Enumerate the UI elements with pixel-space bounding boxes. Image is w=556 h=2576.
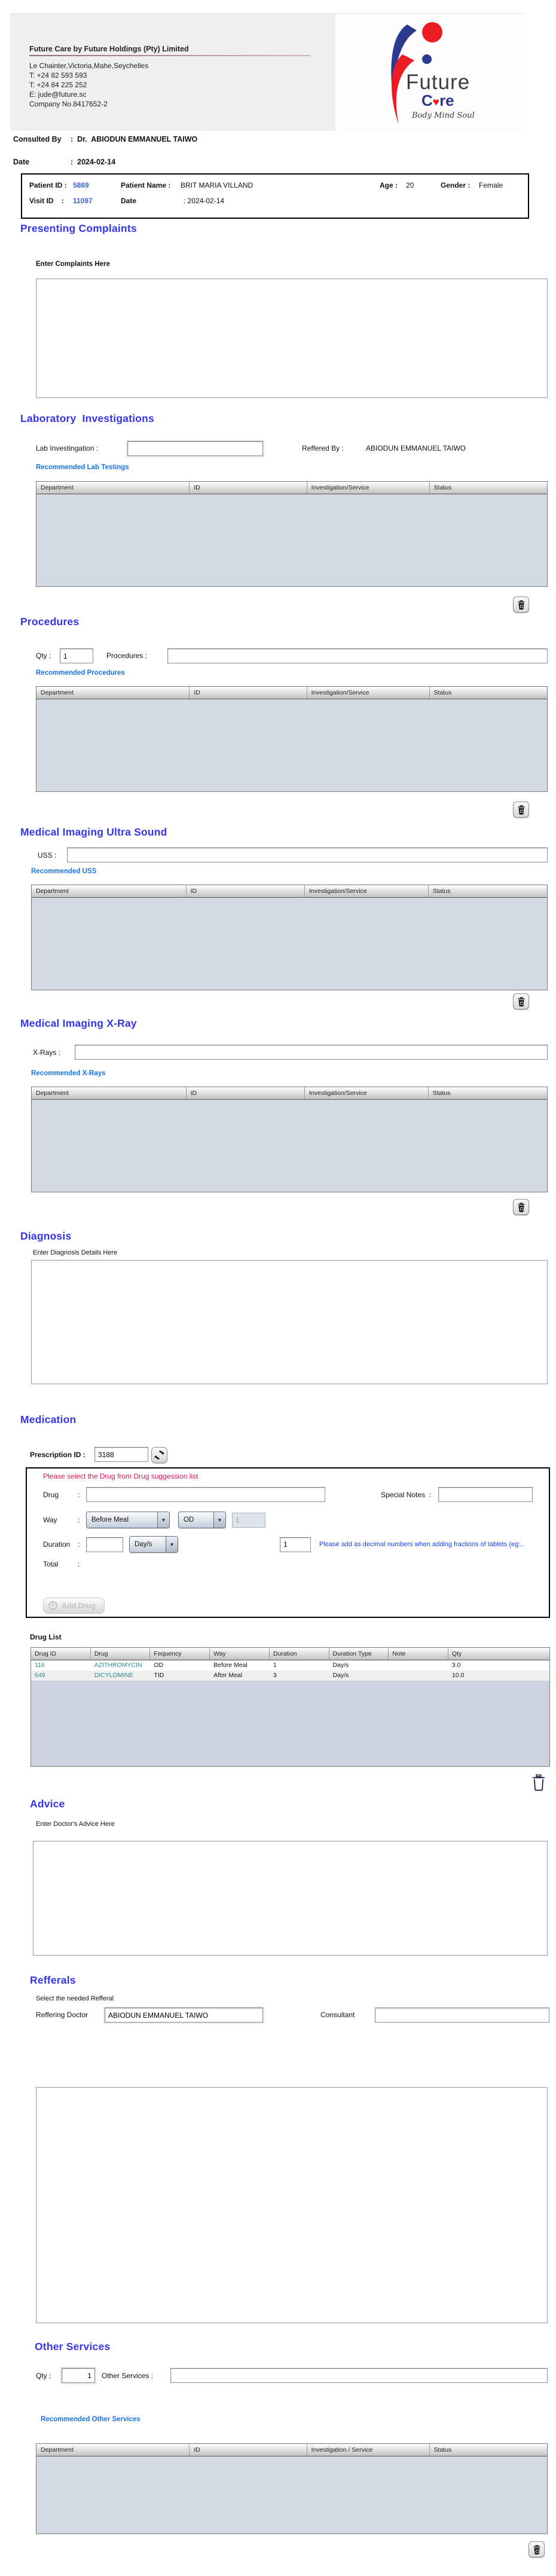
drug-name-cell: AZITHROMYCIN bbox=[94, 1662, 142, 1669]
way-row: Way : Before Meal ▼ OD ▼ 1 bbox=[43, 1512, 265, 1528]
lab-investigation-input[interactable] bbox=[127, 441, 263, 456]
frequency-select[interactable] bbox=[178, 1512, 226, 1528]
consulted-by-row bbox=[13, 135, 197, 143]
xray-input[interactable] bbox=[75, 1045, 548, 1060]
drug-note-cell bbox=[389, 1660, 448, 1671]
procedures-field-label: Procedures : bbox=[106, 651, 148, 660]
date-colon: : bbox=[71, 158, 74, 166]
column-header: ID bbox=[187, 885, 305, 897]
xray-table-header bbox=[32, 1087, 547, 1100]
other-qty-input[interactable] bbox=[62, 2368, 95, 2383]
column-header: Status bbox=[433, 2446, 452, 2453]
reffering-doctor-input[interactable] bbox=[105, 2008, 263, 2023]
drug-id-cell: 649 bbox=[35, 1672, 45, 1679]
drug-qty-cell: 10.0 bbox=[451, 1672, 465, 1679]
diagnosis-heading: Diagnosis bbox=[20, 1230, 72, 1242]
lab-field-label: Lab Investingation : bbox=[36, 444, 99, 452]
company-phone1: T: +24 82 593 593 bbox=[29, 71, 87, 79]
uss-input[interactable] bbox=[67, 848, 548, 862]
duration-row: Duration : Day/s ▼ 1 Please add as decimal numbers when adding fractions of tablets (eg:.. bbox=[43, 1536, 546, 1553]
procedures-input[interactable] bbox=[167, 648, 548, 663]
patient-id-value: 5869 bbox=[73, 181, 89, 189]
drug-input[interactable] bbox=[86, 1487, 325, 1502]
column-header: ID bbox=[187, 1087, 305, 1099]
add-drug-button[interactable] bbox=[43, 1598, 105, 1614]
drug-suggestion-note: Please select the Drug from Drug suggession list bbox=[43, 1472, 198, 1480]
xray-delete-button[interactable] bbox=[513, 1199, 529, 1215]
drug-list-header bbox=[31, 1648, 549, 1660]
column-header: Investigation/Service bbox=[305, 1087, 429, 1099]
drug-way-cell: After Meal bbox=[213, 1672, 242, 1679]
xray-heading: Medical Imaging X-Ray bbox=[20, 1017, 137, 1029]
drug-row: Drug : Special Notes : bbox=[43, 1487, 533, 1502]
column-header: Department bbox=[32, 885, 187, 897]
visit-date-label: Date bbox=[121, 197, 137, 205]
consulted-by-label: Consulted By bbox=[13, 135, 62, 143]
xray-table[interactable] bbox=[31, 1087, 548, 1192]
medication-heading: Medication bbox=[20, 1414, 77, 1425]
special-notes-label: Special Notes : bbox=[381, 1490, 432, 1499]
lab-recommended-link[interactable]: Recommended Lab Testings bbox=[36, 464, 129, 471]
column-header: ID bbox=[190, 482, 307, 494]
dose-input bbox=[232, 1513, 265, 1528]
patient-info-box bbox=[21, 173, 529, 219]
svg-text:Future: Future bbox=[406, 71, 471, 94]
uss-heading: Medical Imaging Ultra Sound bbox=[20, 826, 167, 838]
date-value: 2024-02-14 bbox=[77, 158, 116, 166]
advice-heading: Advice bbox=[30, 1798, 65, 1810]
visit-date-value: : 2024-02-14 bbox=[184, 197, 225, 205]
date-row bbox=[13, 158, 115, 166]
refferals-heading: Refferals bbox=[30, 1974, 76, 1986]
refferals-hint: Select the needed Refferal bbox=[36, 1995, 114, 2002]
trash-icon bbox=[516, 996, 527, 1007]
drug-list-table[interactable] bbox=[30, 1647, 550, 1767]
consulted-by-colon: : bbox=[71, 135, 74, 143]
consultant-input[interactable] bbox=[375, 2008, 549, 2023]
column-header: Fequency bbox=[150, 1648, 210, 1660]
drug-way-cell: Before Meal bbox=[213, 1662, 248, 1669]
drug-duration-cell: 3 bbox=[273, 1672, 277, 1679]
lab-table-header bbox=[36, 482, 547, 494]
column-header: Duration bbox=[270, 1648, 329, 1660]
reffering-doctor-label: Reffering Doctor bbox=[36, 2011, 88, 2019]
column-header: Drug ID bbox=[31, 1648, 91, 1660]
company-header-card bbox=[11, 13, 525, 130]
date-label: Date bbox=[13, 158, 30, 166]
other-table-header bbox=[36, 2444, 547, 2456]
total-row: Total : bbox=[43, 1560, 80, 1568]
duration-type-value: Day/s bbox=[135, 1541, 152, 1548]
way-selected-value: Before Meal bbox=[91, 1516, 129, 1523]
advice-textarea[interactable] bbox=[33, 1841, 548, 1956]
uss-recommended-link[interactable]: Recommended USS bbox=[31, 868, 97, 875]
drug-entry-panel bbox=[26, 1467, 550, 1618]
column-header: Qty bbox=[451, 1650, 462, 1657]
patient-name-label: Patient Name : bbox=[121, 181, 171, 189]
duration-type-select[interactable] bbox=[129, 1536, 178, 1553]
uss-table[interactable] bbox=[31, 885, 548, 990]
lab-referred-value: ABIODUN EMMANUEL TAIWO bbox=[366, 444, 466, 452]
rx-id-label: Prescription ID : bbox=[30, 1451, 85, 1459]
procedures-recommended-link[interactable]: Recommended Procedures bbox=[36, 669, 125, 677]
age-value: 20 bbox=[406, 181, 414, 189]
svg-text:C♥re: C♥re bbox=[421, 91, 454, 109]
drug-list-delete-button[interactable] bbox=[530, 1773, 548, 1792]
procedures-heading: Procedures bbox=[20, 616, 80, 628]
patient-row-2 bbox=[29, 197, 521, 205]
drug-row[interactable] bbox=[31, 1660, 549, 1671]
other-field-label: Other Services : bbox=[102, 2372, 154, 2380]
other-services-table[interactable] bbox=[36, 2443, 548, 2534]
uss-table-header bbox=[32, 885, 547, 898]
drug-duration-type-cell: Day/s bbox=[332, 1662, 349, 1669]
column-header: Department bbox=[36, 482, 190, 494]
other-services-heading: Other Services bbox=[35, 2341, 111, 2352]
procedures-qty-input[interactable] bbox=[60, 648, 93, 663]
procedures-table[interactable] bbox=[36, 686, 548, 792]
logo-panel bbox=[335, 14, 526, 131]
visit-id-label: Visit ID : bbox=[29, 197, 64, 205]
lab-table[interactable] bbox=[36, 481, 548, 587]
way-label: Way bbox=[43, 1516, 57, 1524]
rx-id-input[interactable] bbox=[94, 1447, 148, 1462]
rx-refresh-button[interactable] bbox=[151, 1447, 167, 1463]
xray-field-label: X-Rays : bbox=[33, 1048, 61, 1057]
gender-label: Gender : bbox=[441, 181, 471, 189]
advice-hint: Enter Doctor's Advice Here bbox=[36, 1821, 115, 1828]
other-delete-button[interactable] bbox=[528, 2541, 545, 2557]
drug-frequency-cell: OD bbox=[154, 1662, 164, 1669]
drug-qty-cell: 3.0 bbox=[451, 1662, 461, 1669]
column-header: Drug bbox=[91, 1648, 151, 1660]
duration-input[interactable] bbox=[86, 1537, 123, 1552]
uss-delete-button[interactable] bbox=[513, 993, 529, 1009]
column-header: Status bbox=[433, 689, 452, 696]
other-recommended-link[interactable]: Recommended Other Services bbox=[41, 2416, 140, 2423]
company-info bbox=[29, 45, 310, 109]
xray-recommended-link[interactable]: Recommended X-Rays bbox=[31, 1070, 106, 1077]
column-header: Department bbox=[36, 2444, 190, 2456]
chevron-down-icon: ▼ bbox=[166, 1537, 178, 1552]
drug-duration-cell: 1 bbox=[273, 1662, 277, 1669]
trash-outline-icon bbox=[531, 1774, 546, 1791]
diagnosis-hint: Enter Diagnosis Details Here bbox=[33, 1249, 118, 1256]
drug-row[interactable] bbox=[31, 1671, 549, 1681]
visit-id-value: 11097 bbox=[73, 197, 93, 205]
lab-heading: Laboratory Investigations bbox=[20, 412, 154, 424]
trash-icon bbox=[516, 1202, 527, 1213]
svg-text:Body Mind Soul: Body Mind Soul bbox=[412, 111, 475, 120]
refresh-icon bbox=[154, 1449, 165, 1461]
drug-label: Drug bbox=[43, 1490, 59, 1499]
column-header: Duration Type bbox=[329, 1648, 389, 1660]
way-select[interactable] bbox=[86, 1512, 170, 1528]
company-registration: Company No.8417652-2 bbox=[29, 100, 108, 108]
column-header: Status bbox=[432, 1090, 451, 1097]
patient-name-value: BRIT MARIA VILLAND bbox=[181, 181, 253, 189]
trash-icon bbox=[516, 804, 527, 815]
lab-referred-label: Reffered By : bbox=[302, 444, 344, 452]
consulted-by-value: Dr. ABIODUN EMMANUEL TAIWO bbox=[77, 135, 198, 143]
company-name: Future Care by Future Holdings (Pty) Limited bbox=[29, 45, 189, 53]
refferal-listbox[interactable] bbox=[36, 2087, 548, 2323]
column-header: ID bbox=[190, 2444, 307, 2456]
drug-duration-type-cell: Day/s bbox=[332, 1672, 349, 1679]
column-header: ID bbox=[190, 687, 307, 699]
special-notes-input[interactable] bbox=[438, 1487, 533, 1502]
diagnosis-textarea[interactable] bbox=[31, 1260, 548, 1384]
add-drug-label: Add Drug bbox=[62, 1601, 96, 1610]
column-header: Investigation/Service bbox=[307, 687, 430, 699]
procedures-delete-button[interactable] bbox=[513, 801, 529, 818]
duration-label: Duration bbox=[43, 1540, 71, 1549]
complaints-hint: Enter Complaints Here bbox=[36, 261, 110, 268]
complaints-textarea[interactable] bbox=[36, 279, 548, 398]
other-services-input[interactable] bbox=[170, 2368, 548, 2383]
trash-icon bbox=[531, 2544, 542, 2555]
column-header: Investigation/Service bbox=[307, 482, 430, 494]
patient-row-1 bbox=[29, 181, 521, 189]
lab-delete-button[interactable] bbox=[513, 596, 529, 613]
tablet-qty-input[interactable] bbox=[280, 1537, 311, 1552]
complaints-heading: Presenting Complaints bbox=[20, 222, 137, 234]
other-qty-label: Qty : bbox=[36, 2372, 51, 2380]
column-header: Note bbox=[389, 1648, 448, 1660]
column-header: Status bbox=[432, 888, 451, 895]
drug-frequency-cell: TID bbox=[154, 1672, 164, 1679]
trash-icon bbox=[516, 599, 527, 610]
column-header: Status bbox=[433, 484, 452, 491]
consultant-label: Consultant bbox=[320, 2011, 355, 2019]
column-header: Department bbox=[36, 687, 190, 699]
age-label: Age : bbox=[380, 181, 398, 189]
frequency-selected-value: OD bbox=[184, 1516, 194, 1523]
company-address: Le Chainter,Victoria,Mahe,Seychelles bbox=[29, 62, 149, 70]
drug-name-cell: DICYLOMINE bbox=[94, 1672, 134, 1679]
total-label: Total bbox=[43, 1560, 59, 1568]
future-care-logo bbox=[372, 17, 498, 129]
company-email: E: jude@future.sc bbox=[29, 90, 87, 99]
chevron-down-icon: ▼ bbox=[213, 1512, 225, 1528]
company-phone2: T: +24 84 225 252 bbox=[29, 81, 87, 89]
company-name-underline bbox=[29, 55, 310, 56]
column-header: Way bbox=[210, 1648, 270, 1660]
drug-note-cell bbox=[389, 1671, 448, 1681]
drug-list-label: Drug List bbox=[30, 1633, 62, 1641]
plus-circle-icon: + bbox=[48, 1601, 57, 1610]
decimal-hint: Please add as decimal numbers when adding fractions of tablets (eg:.. bbox=[319, 1541, 524, 1548]
chevron-down-icon: ▼ bbox=[157, 1512, 169, 1528]
column-header: Investigation / Service bbox=[307, 2444, 430, 2456]
patient-id-label: Patient ID : bbox=[29, 181, 67, 189]
procedures-table-header bbox=[36, 687, 547, 699]
column-header: Department bbox=[32, 1087, 187, 1099]
procedures-qty-label: Qty : bbox=[36, 651, 51, 660]
column-header: Investigation/Service bbox=[305, 885, 429, 897]
uss-field-label: USS : bbox=[38, 851, 57, 859]
gender-value: Female bbox=[479, 181, 503, 189]
drug-id-cell: 116 bbox=[35, 1662, 45, 1669]
